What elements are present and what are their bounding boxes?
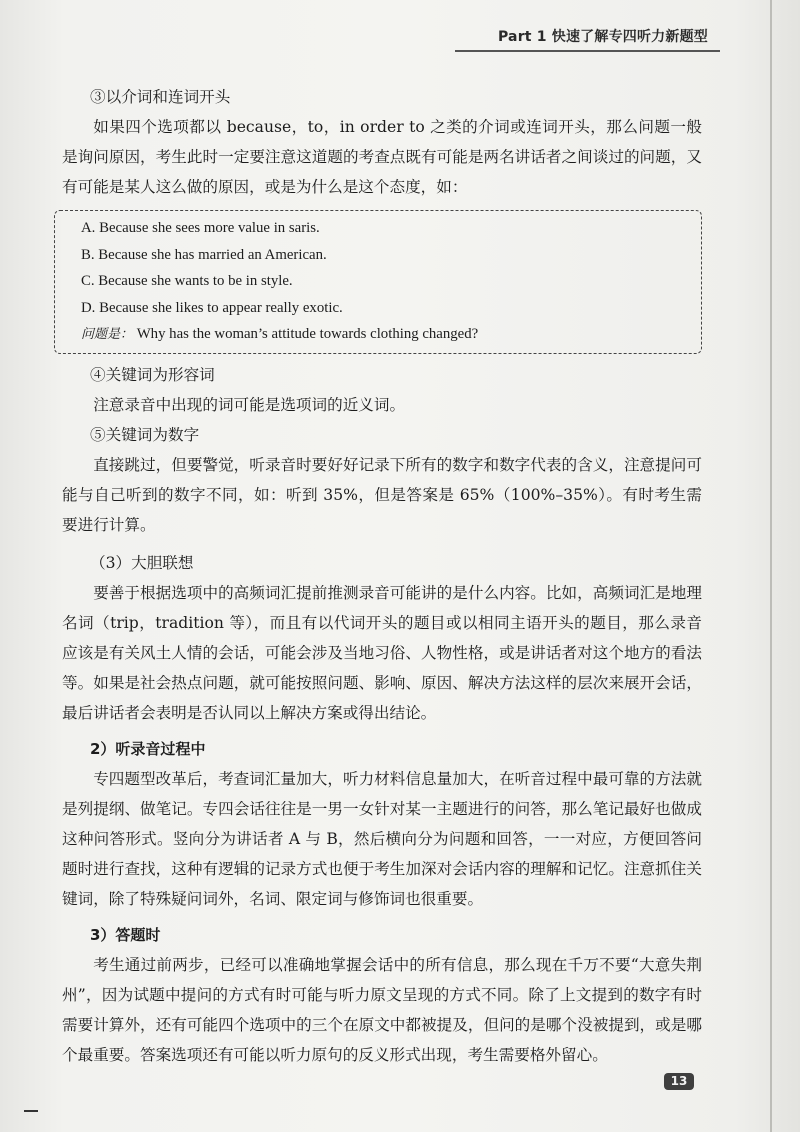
example-option-a: A. Because she sees more value in saris. bbox=[81, 220, 320, 236]
example-option-b: B. Because she has married an American. bbox=[81, 246, 327, 263]
running-header: Part 1 快速了解专四听力新题型 bbox=[497, 29, 708, 45]
section-heading-answering: 3）答题时 bbox=[90, 925, 161, 944]
example-question bbox=[81, 321, 701, 349]
example-box bbox=[54, 210, 702, 354]
paragraph-answering: 考生通过前两步，已经可以准确地掌握会话中的所有信息，那么现在千万不要“大意失荆州”，因为试题中提问的方式有时可能与听力原文呈现的方式不同。除了上文提到的数字有时需要计算外，还有可能四个选项中的三个在原文中都被提及，但问的是哪个没被提到，或是哪个最重要。答案选项还有可能以听力原句的反义形式出现，考生需要格外留心。 bbox=[62, 955, 702, 1064]
paragraph-listening: 专四题型改革后，考查词汇量加大，听力材料信息量加大，在听音过程中最可靠的方法就是列提纲、做笔记。专四会话往往是一男一女针对某一主题进行的问答，那么笔记最好也做成这种问答形式。竖向分为讲话者 A 与 B，然后横向分为问题和回答，一一对应，方便回答问题时进行查找，这种有逻辑的记录方式也便于考生加深对会话内容的理解和记忆。注意抓住关键词，除了特殊疑问词外，名词、限定词与修饰词也很重要。 bbox=[62, 769, 702, 908]
example-option-c: C. Because she wants to be in style. bbox=[81, 273, 293, 289]
section-heading-listening: 2）听录音过程中 bbox=[90, 739, 206, 758]
paragraph-numbers: 直接跳过，但要警觉，听录音时要好好记录下所有的数字和数字代表的含义，注意提问可能与自己听到的数字不同，如：听到 35%，但是答案是 65%（100%–35%）。有时考生需要进行计算。 bbox=[62, 455, 702, 534]
subheading-prepositions: ③以介词和连词开头 bbox=[90, 88, 231, 106]
page-edge bbox=[770, 0, 772, 1132]
question-label: 问题是： bbox=[81, 327, 134, 342]
header-rule bbox=[455, 50, 720, 52]
paragraph-adjectives: 注意录音中出现的词可能是选项词的近义词。 bbox=[93, 395, 406, 414]
subheading-adjectives: ④关键词为形容词 bbox=[90, 365, 215, 384]
paragraph-association: 要善于根据选项中的高频词汇提前推测录音可能讲的是什么内容。比如，高频词汇是地理名词（trip，tradition 等），而且有以代词开头的题目或以相同主语开头的题目，那么录音应该是有关风土人情的会话，可能会涉及当地习俗、人物性格，或是讲话者对这个地方的看法等。如果是社会热点问题，就可能按照问题、影响、原因、解决方法这样的层次来展开会话，最后讲话者会表明是否认同以上解决方案或得出结论。 bbox=[62, 583, 702, 722]
page-number: 13 bbox=[664, 1073, 694, 1090]
paragraph-prepositions: 如果四个选项都以 because，to，in order to 之类的介词或连词开头，那么问题一般是询问原因，考生此时一定要注意这道题的考查点既有可能是两名讲话者之间谈过的问题，又有可能是某人这么做的原因，或是为什么是这个态度，如： bbox=[62, 118, 702, 196]
page-body bbox=[62, 82, 702, 1070]
corner-mark bbox=[24, 1110, 38, 1112]
question-text: Why has the woman’s attitude towards clothing changed? bbox=[136, 326, 479, 342]
subheading-numbers: ⑤关键词为数字 bbox=[90, 425, 200, 444]
subheading-association: （3）大胆联想 bbox=[90, 553, 194, 572]
example-option-d: D. Because she likes to appear really exotic. bbox=[81, 299, 343, 316]
